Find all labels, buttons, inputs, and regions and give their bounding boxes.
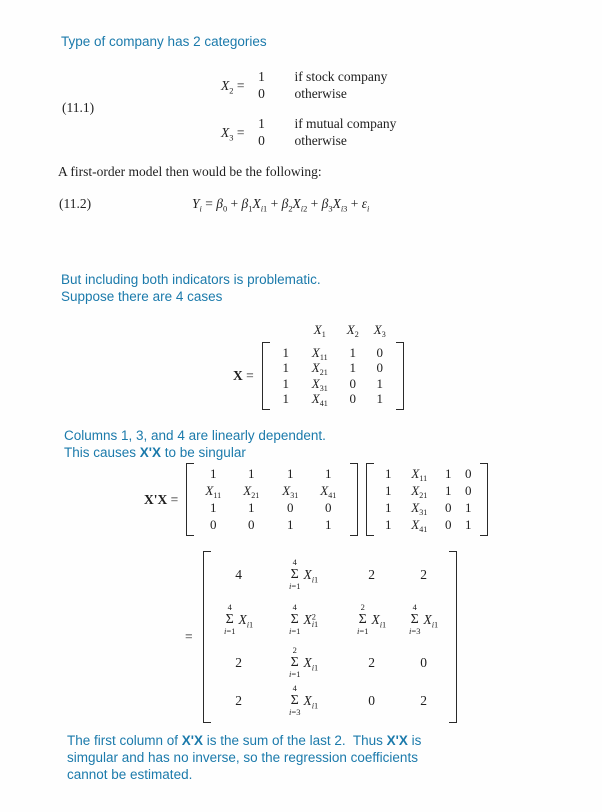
matrix-cell: $X_{11}$ bbox=[411, 466, 428, 484]
matrix-cell: 1 bbox=[282, 391, 289, 407]
matrix-cell: $X_{21}$ bbox=[411, 483, 428, 501]
summation bbox=[289, 684, 318, 718]
case-value: 1 bbox=[258, 69, 265, 84]
matrix-cell: 4 bbox=[235, 567, 242, 582]
matrix-cell: 0 bbox=[248, 516, 255, 532]
case-condition: otherwise bbox=[294, 86, 347, 101]
sigma-symbol: Σ bbox=[290, 693, 299, 708]
matrix-cell: 0 bbox=[465, 466, 472, 482]
matrix-cell: 1 bbox=[248, 466, 255, 482]
matrix-cell: 1 bbox=[376, 375, 383, 391]
equals-sign: = bbox=[185, 629, 193, 644]
column-header-grid bbox=[270, 322, 396, 338]
column-header: $X_2$ bbox=[346, 322, 359, 340]
sum-body: $X^2_{i1}$ bbox=[303, 612, 319, 630]
sigma-limits bbox=[289, 558, 300, 592]
sigma-symbol: Σ bbox=[290, 655, 299, 670]
matrix-cell: $X_{41}$ bbox=[411, 516, 428, 534]
sum-upper-limit: 2 bbox=[292, 645, 297, 656]
matrix-cell: 0 bbox=[420, 655, 427, 670]
matrix-cell: 1 bbox=[385, 516, 392, 532]
equals-sign: = bbox=[170, 491, 179, 507]
note-text: simgular and has no inverse, so the regression coefficients bbox=[67, 750, 418, 765]
note-line bbox=[67, 749, 421, 766]
column-header: $X_3$ bbox=[373, 322, 386, 340]
note-line bbox=[61, 271, 321, 288]
sigma-limits bbox=[289, 603, 300, 637]
matrix-cell: 1 bbox=[210, 466, 217, 482]
summation bbox=[357, 603, 386, 637]
result-matrix bbox=[203, 551, 457, 723]
note-text: cannot be estimated. bbox=[67, 767, 193, 782]
matrix-cell: $X_{11}$ bbox=[205, 483, 222, 501]
paragraph-text: A first-order model then would be the following: bbox=[58, 164, 322, 179]
equation-label-text: (11.2) bbox=[59, 196, 92, 211]
design-matrix-header-row bbox=[233, 322, 404, 338]
note-text: is bbox=[407, 733, 422, 748]
design-matrix-row bbox=[233, 342, 404, 410]
note-text: The first column of bbox=[67, 733, 182, 748]
summation bbox=[289, 646, 318, 680]
design-matrix-header bbox=[262, 322, 404, 338]
matrix-cell: 2 bbox=[420, 693, 427, 708]
equation-11-1-label bbox=[62, 100, 94, 116]
matrix-cell: 1 bbox=[376, 391, 383, 407]
matrix-cell: 1 bbox=[325, 466, 332, 482]
matrix-bracket-right bbox=[350, 463, 358, 536]
matrix-cell: 0 bbox=[287, 499, 294, 515]
sum-upper-limit: 4 bbox=[412, 602, 417, 613]
note-text: Columns 1, 3, and 4 are linearly dependent. bbox=[64, 428, 326, 443]
matrix-cell: 0 bbox=[376, 360, 383, 376]
design-matrix-grid bbox=[270, 342, 396, 410]
sum-lower-limit: i=1 bbox=[289, 669, 301, 679]
sum-body: $X_{i1}$ bbox=[303, 693, 319, 711]
matrix-cell: 0 bbox=[445, 499, 452, 515]
transpose-matrix bbox=[186, 463, 358, 536]
sum-upper-limit: 2 bbox=[360, 602, 365, 613]
xtx-result-line bbox=[185, 551, 457, 723]
sum-lower-limit: i=1 bbox=[357, 626, 369, 636]
definition-x3-values bbox=[254, 115, 268, 149]
matrix-cell: 0 bbox=[349, 375, 356, 391]
sum-upper-limit: 4 bbox=[292, 602, 297, 613]
note-bold-xtx: X'X bbox=[181, 733, 204, 748]
matrix-cell: $X_{31}$ bbox=[311, 375, 328, 393]
equation-11-2-expression bbox=[192, 196, 369, 212]
sigma-symbol: Σ bbox=[290, 567, 299, 582]
sigma-limits bbox=[289, 646, 300, 680]
design-matrix-repeat bbox=[366, 463, 488, 536]
sum-lower-limit: i=3 bbox=[289, 707, 301, 717]
sum-upper-limit: 4 bbox=[292, 557, 297, 568]
column-header: $X_1$ bbox=[313, 322, 326, 340]
equation-11-2-label bbox=[59, 196, 91, 212]
sum-upper-limit: 4 bbox=[292, 683, 297, 694]
definition-x2-values bbox=[254, 68, 268, 102]
matrix-cell: 1 bbox=[287, 466, 294, 482]
definition-x2 bbox=[221, 68, 387, 102]
design-matrix-grid bbox=[374, 463, 480, 536]
case-value: 1 bbox=[258, 116, 265, 131]
case-condition: if stock company bbox=[294, 69, 388, 84]
matrix-cell: 1 bbox=[465, 499, 472, 515]
paragraph-first-order-model bbox=[58, 163, 322, 180]
note-text: Suppose there are 4 cases bbox=[61, 289, 223, 304]
design-matrix-lhs bbox=[233, 368, 254, 384]
sigma-symbol: Σ bbox=[290, 612, 299, 627]
matrix-cell: 0 bbox=[445, 516, 452, 532]
matrix-cell: 1 bbox=[282, 360, 289, 376]
sigma-symbol: Σ bbox=[225, 612, 234, 627]
matrix-cell: 1 bbox=[282, 375, 289, 391]
definition-x2-lhs: $X_2$ = bbox=[221, 77, 245, 95]
matrix-bracket-right bbox=[396, 342, 404, 410]
note-text: is the sum of the last 2. Thus bbox=[203, 733, 387, 748]
matrix-cell: $X_{31}$ bbox=[282, 483, 299, 501]
sigma-limits bbox=[224, 603, 235, 637]
definition-x3 bbox=[221, 115, 396, 149]
matrix-cell: $X_{31}$ bbox=[411, 499, 428, 518]
equation-label-text: (11.1) bbox=[62, 100, 95, 115]
note-line bbox=[61, 288, 321, 305]
note-line bbox=[64, 427, 326, 444]
matrix-cell: 1 bbox=[325, 516, 332, 532]
note-bold-xtx: X'X bbox=[139, 445, 162, 460]
note-text: But including both indicators is problematic. bbox=[61, 272, 321, 287]
equals-sign: = bbox=[246, 368, 254, 383]
definition-x2-conditions bbox=[294, 68, 387, 102]
regression-model-formula: $Y_i = \beta_0 + \beta_1X_{i1} + \beta_2X_{i2} + \beta_3X_{i3} + \varepsilon_i$ bbox=[192, 196, 370, 214]
matrix-cell: 2 bbox=[368, 655, 375, 670]
note-line bbox=[64, 444, 326, 461]
note-line bbox=[67, 732, 421, 749]
matrix-cell: 1 bbox=[385, 483, 392, 499]
summation bbox=[409, 603, 438, 637]
matrix-bracket-left bbox=[366, 463, 374, 536]
matrix-cell: 1 bbox=[385, 499, 392, 515]
note-line bbox=[67, 766, 421, 783]
sigma-limits bbox=[409, 603, 420, 637]
sum-lower-limit: i=1 bbox=[224, 626, 236, 636]
note-bold-xtx: X'X bbox=[386, 733, 408, 748]
sum-upper-limit: 4 bbox=[227, 602, 232, 613]
matrix-cell: 1 bbox=[287, 516, 294, 532]
sum-lower-limit: i=1 bbox=[289, 581, 301, 591]
matrix-cell: 1 bbox=[465, 516, 472, 532]
case-condition: if mutual company bbox=[294, 116, 397, 131]
matrix-cell: 1 bbox=[210, 499, 217, 515]
matrix-bracket-right bbox=[480, 463, 488, 536]
matrix-cell: $X_{11}$ bbox=[311, 344, 328, 362]
matrix-bracket-right bbox=[449, 551, 457, 723]
matrix-cell: 1 bbox=[349, 344, 356, 360]
matrix-cell: 2 bbox=[235, 655, 242, 670]
definition-x3-conditions bbox=[294, 115, 396, 149]
definition-x3-lhs: $X_3$ = bbox=[221, 124, 245, 142]
matrix-cell: 0 bbox=[376, 344, 383, 360]
sum-body: $X_{i1}$ bbox=[371, 612, 387, 630]
design-matrix bbox=[262, 342, 404, 410]
matrix-cell: 0 bbox=[349, 391, 356, 407]
matrix-bracket-left bbox=[262, 342, 270, 410]
matrix-bracket-left bbox=[203, 551, 211, 723]
case-value: 0 bbox=[258, 86, 265, 101]
matrix-cell: 1 bbox=[445, 483, 452, 499]
matrix-cell: 0 bbox=[210, 516, 217, 532]
summation bbox=[289, 603, 318, 637]
matrix-cell: 2 bbox=[235, 693, 242, 708]
note-singular-conclusion bbox=[67, 732, 421, 783]
sigma-symbol: Σ bbox=[410, 612, 419, 627]
note-linear-dependence bbox=[64, 427, 326, 461]
note-indicators-problematic bbox=[61, 271, 321, 305]
matrix-cell: 1 bbox=[349, 360, 356, 376]
sum-body: $X_{i1}$ bbox=[238, 612, 254, 630]
matrix-symbol: X'X bbox=[144, 491, 168, 507]
summation bbox=[224, 603, 253, 637]
matrix-cell: $X_{21}$ bbox=[311, 360, 328, 378]
case-condition: otherwise bbox=[294, 133, 347, 148]
matrix-cell: 0 bbox=[325, 499, 332, 515]
note-text: This causes bbox=[64, 445, 140, 460]
note-text: to be singular bbox=[161, 445, 246, 460]
sum-lower-limit: i=1 bbox=[289, 626, 301, 636]
sum-lower-limit: i=3 bbox=[409, 626, 421, 636]
matrix-cell: 1 bbox=[248, 499, 255, 515]
sigma-limits bbox=[357, 603, 368, 637]
summation bbox=[289, 558, 318, 592]
design-matrix-block bbox=[233, 322, 404, 410]
xtx-lhs bbox=[144, 492, 178, 508]
transpose-matrix-grid bbox=[194, 463, 350, 536]
heading-text: Type of company has 2 categories bbox=[61, 34, 267, 49]
sum-body: $X_{i1}$ bbox=[303, 655, 319, 673]
sum-body: $X_{i1}$ bbox=[423, 612, 439, 630]
matrix-cell: $X_{41}$ bbox=[311, 391, 328, 409]
matrix-bracket-left bbox=[186, 463, 194, 536]
matrix-cell: 0 bbox=[465, 483, 472, 499]
matrix-cell: $X_{21}$ bbox=[243, 483, 260, 501]
xtx-product-line bbox=[144, 463, 488, 536]
matrix-cell: 2 bbox=[420, 567, 427, 582]
case-value: 0 bbox=[258, 133, 265, 148]
sigma-limits bbox=[289, 684, 300, 718]
matrix-cell: 1 bbox=[282, 344, 289, 360]
result-matrix-grid bbox=[211, 551, 449, 723]
matrix-cell: $X_{41}$ bbox=[320, 483, 337, 501]
matrix-cell: 1 bbox=[385, 466, 392, 482]
matrix-cell: 0 bbox=[368, 693, 375, 708]
matrix-cell: 1 bbox=[445, 466, 452, 482]
sigma-symbol: Σ bbox=[358, 612, 367, 627]
matrix-symbol: X bbox=[233, 368, 243, 383]
sum-body: $X_{i1}$ bbox=[303, 567, 319, 585]
heading-type-of-company bbox=[61, 33, 267, 50]
matrix-cell: 2 bbox=[368, 567, 375, 582]
